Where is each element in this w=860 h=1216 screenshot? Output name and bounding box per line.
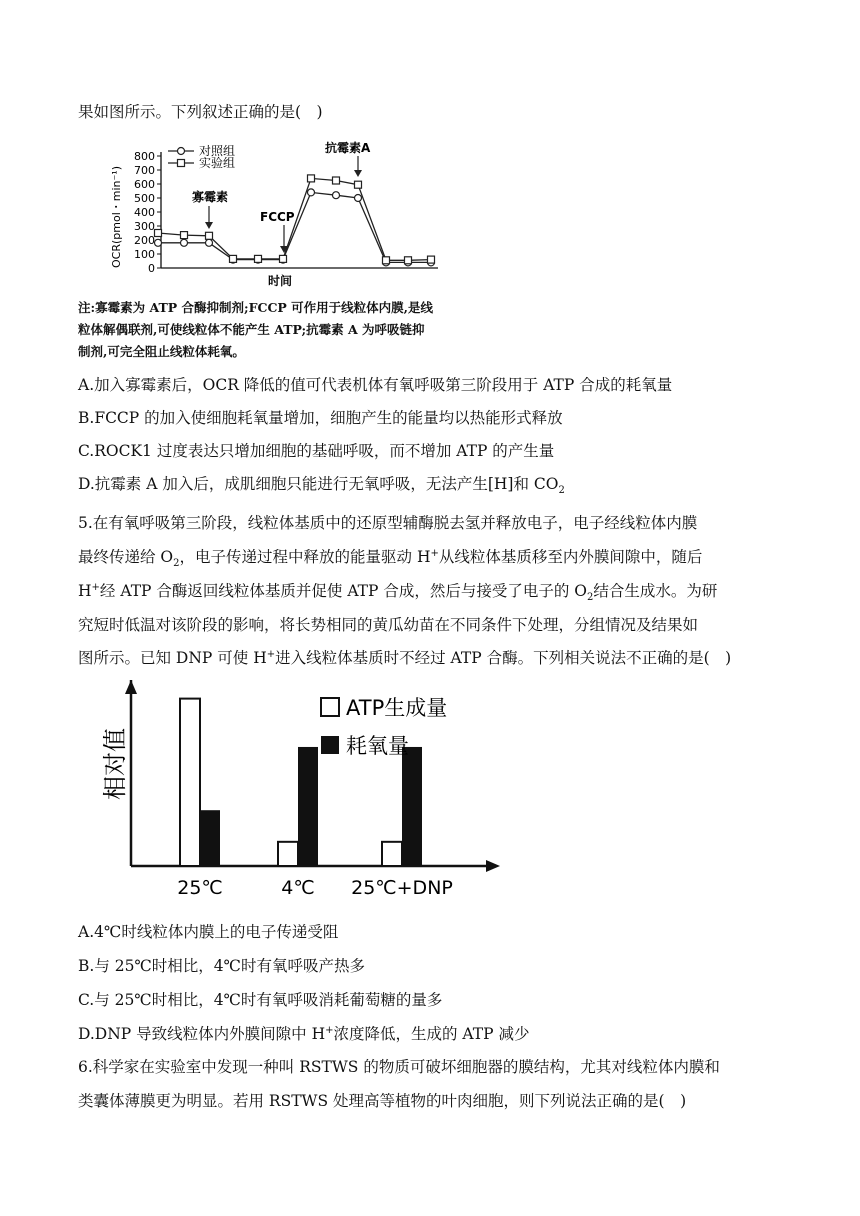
- data-point-control: [333, 192, 340, 199]
- chart-note-line-2: 粒体解偶联剂,可使线粒体不能产生 ATP;抗霉素 A 为呼吸链抑: [78, 322, 425, 337]
- legend-marker-oxygen: [321, 736, 339, 754]
- bar-atp: [382, 842, 402, 866]
- y-tick-label: 300: [134, 220, 155, 233]
- x-axis-arrow-icon: [486, 860, 500, 872]
- y-axis-label: OCR(pmol・min⁻¹): [110, 165, 123, 268]
- x-axis-label: 时间: [268, 274, 293, 288]
- annotation-fccp: FCCP: [260, 210, 295, 224]
- data-point-experiment: [355, 181, 362, 188]
- legend-label-experiment: 实验组: [199, 156, 236, 170]
- atp-oxygen-bar-chart: [90, 680, 510, 905]
- data-point-experiment: [255, 255, 262, 262]
- legend-label-control: 对照组: [199, 144, 236, 158]
- legend: [168, 143, 235, 170]
- y-tick-label: 700: [134, 164, 155, 177]
- q5-stem-line-4: 究短时低温对该阶段的影响，将长势相同的黄瓜幼苗在不同条件下处理，分组情况及结果如: [78, 616, 699, 634]
- bar-atp: [278, 842, 298, 866]
- bar-oxygen: [298, 747, 318, 866]
- chart-note-line-3: 制剂,可完全阻止线粒体耗氧。: [78, 344, 245, 359]
- y-tick-label: 500: [134, 192, 155, 205]
- question-intro: 果如图所示。下列叙述正确的是( ): [78, 103, 323, 121]
- x-category-label: 25℃+DNP: [351, 877, 453, 899]
- legend-label-oxygen: 耗氧量: [346, 734, 409, 758]
- q4-option-d: D.抗霉素 A 加入后，成肌细胞只能进行无氧呼吸，无法产生[H]和 $CO_2$: [78, 475, 565, 497]
- data-point-experiment: [230, 255, 237, 262]
- legend-marker-control: [178, 148, 185, 155]
- data-point-experiment: [155, 230, 162, 237]
- data-point-experiment: [383, 257, 390, 264]
- y-tick-label: 400: [134, 206, 155, 219]
- data-point-experiment: [308, 175, 315, 182]
- data-point-experiment: [428, 256, 435, 263]
- q5-option-d: D.DNP 导致线粒体内外膜间隙中 H+浓度降低，生成的 ATP 减少: [78, 1024, 530, 1043]
- legend-marker-experiment: [178, 160, 185, 167]
- annotation-oligomycin: 寡霉素: [192, 190, 229, 204]
- y-axis-label: 相对值: [101, 728, 129, 800]
- data-point-experiment: [181, 232, 188, 239]
- annotation-antimycin: 抗霉素A: [325, 141, 371, 155]
- q5-stem-line-2: 最终传递给 $O_2$，电子传递过程中释放的能量驱动 H+从线粒体基质移至内外膜间隙中，随后: [78, 547, 703, 570]
- q6-stem-line-2: 类囊体薄膜更为明显。若用 RSTWS 处理高等植物的叶肉细胞，则下列说法正确的是( ): [78, 1092, 687, 1110]
- ocr-line-chart: [108, 140, 448, 292]
- bar-atp: [180, 699, 200, 866]
- y-tick-label: 100: [134, 248, 155, 261]
- q5-option-b: B.与 25℃时相比，4℃时有氧呼吸产热多: [78, 957, 366, 975]
- data-point-control: [355, 195, 362, 202]
- y-axis-arrow-icon: [125, 680, 137, 694]
- y-tick-label: 600: [134, 178, 155, 191]
- data-point-control: [181, 239, 188, 246]
- data-point-control: [308, 189, 315, 196]
- arrow-down-icon: [354, 170, 362, 177]
- q4-option-a: A.加入寡霉素后，OCR 降低的值可代表机体有氧呼吸第三阶段用于 ATP 合成的耗氧量: [78, 376, 673, 394]
- data-point-experiment: [206, 232, 213, 239]
- y-tick-label: 0: [148, 262, 155, 275]
- q5-option-c: C.与 25℃时相比，4℃时有氧呼吸消耗葡萄糖的量多: [78, 991, 443, 1009]
- q4-option-c: C.ROCK1 过度表达只增加细胞的基础呼吸，而不增加 ATP 的产生量: [78, 442, 555, 460]
- data-point-experiment: [405, 257, 412, 264]
- data-point-experiment: [333, 177, 340, 184]
- y-tick-label: 200: [134, 234, 155, 247]
- legend-label-atp: ATP生成量: [346, 696, 448, 720]
- q4-option-b: B.FCCP 的加入使细胞耗氧量增加，细胞产生的能量均以热能形式释放: [78, 409, 563, 427]
- data-point-control: [206, 239, 213, 246]
- q5-stem-line-5: 图所示。已知 DNP 可使 H+进入线粒体基质时不经过 ATP 合酶。下列相关说法不正确的是( ): [78, 648, 732, 667]
- bar-oxygen: [200, 810, 220, 866]
- q5-stem-line-3: H+经 ATP 合酶返回线粒体基质并促使 ATP 合成，然后与接受了电子的 $O_2$结合生成水。为研: [78, 581, 718, 604]
- y-tick-label: 800: [134, 150, 155, 163]
- x-category-label: 4℃: [281, 877, 315, 899]
- legend: [321, 696, 447, 758]
- legend-marker-atp: [321, 698, 339, 716]
- arrow-down-icon: [205, 222, 213, 229]
- chart-note-line-1: 注:寡霉素为 ATP 合酶抑制剂;FCCP 可作用于线粒体内膜,是线: [78, 300, 434, 315]
- data-point-control: [155, 239, 162, 246]
- x-category-label: 25℃: [177, 877, 223, 899]
- data-point-experiment: [280, 255, 287, 262]
- q6-stem-line-1: 6.科学家在实验室中发现一种叫 RSTWS 的物质可破坏细胞器的膜结构，尤其对线粒体内膜和: [78, 1058, 720, 1076]
- q5-stem-line-1: 5.在有氧呼吸第三阶段，线粒体基质中的还原型辅酶脱去氢并释放电子，电子经线粒体内膜: [78, 514, 698, 532]
- bar-oxygen: [402, 747, 422, 866]
- q5-option-a: A.4℃时线粒体内膜上的电子传递受阻: [78, 923, 339, 941]
